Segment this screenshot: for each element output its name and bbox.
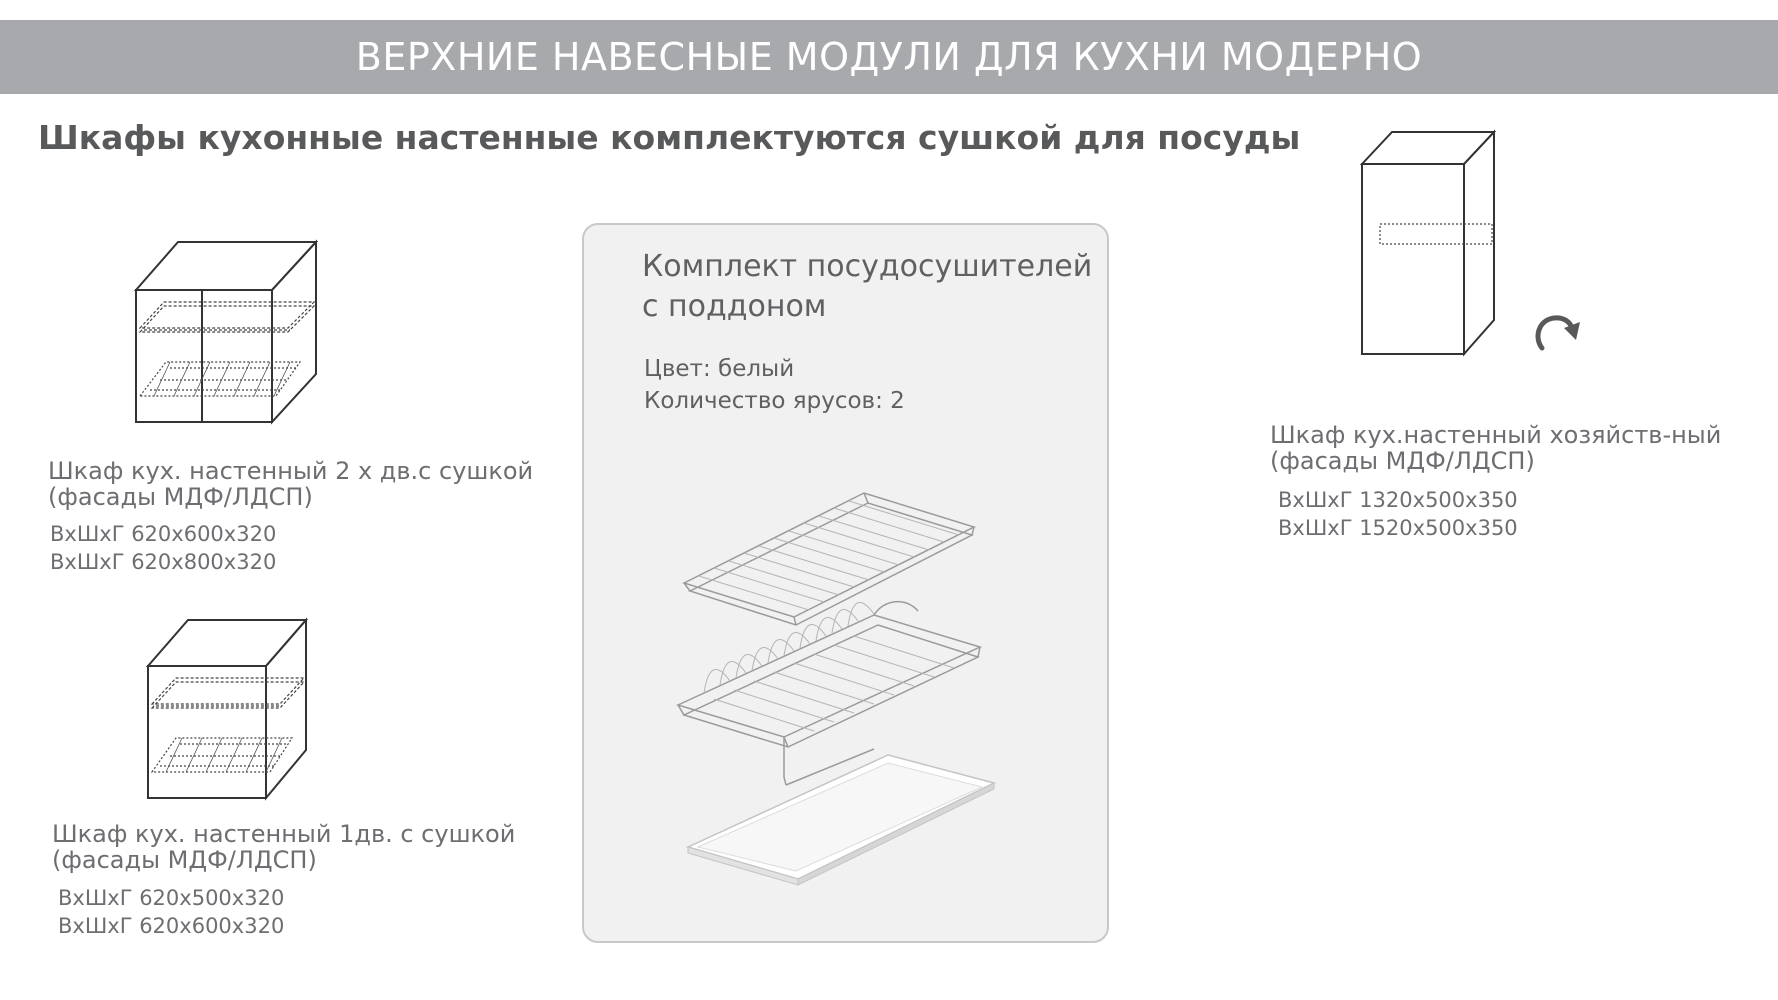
product-1-title-line2: (фасады МДФ/ЛДСП) bbox=[48, 483, 313, 511]
product-1-dim-1: ВхШхГ 620х600х320 bbox=[50, 522, 277, 546]
single-door-cabinet-drawing bbox=[142, 614, 322, 804]
product-3-title-line1: Шкаф кух.настенный хозяйств-ный bbox=[1270, 421, 1722, 449]
product-1-dim-2: ВхШхГ 620х800х320 bbox=[50, 550, 277, 574]
product-3-dimensions bbox=[1278, 486, 1518, 542]
tall-cabinet-drawing bbox=[1356, 128, 1506, 358]
plate-rack-drawing bbox=[678, 602, 980, 785]
rotate-arrow-icon bbox=[1530, 310, 1582, 356]
product-2-title-line1: Шкаф кух. настенный 1дв. с сушкой bbox=[52, 820, 516, 848]
dryer-color-label: Цвет: белый bbox=[644, 356, 795, 382]
header-banner bbox=[0, 20, 1778, 94]
product-2-dimensions bbox=[58, 884, 284, 940]
page-title: ВЕРХНИЕ НАВЕСНЫЕ МОДУЛИ ДЛЯ КУХНИ МОДЕРНО bbox=[355, 35, 1423, 79]
drip-tray-drawing bbox=[688, 755, 994, 885]
dryer-title-line2: с поддоном bbox=[642, 289, 827, 324]
cup-rack-drawing bbox=[684, 493, 974, 625]
product-1-title-line1: Шкаф кух. настенный 2 х дв.с сушкой bbox=[48, 457, 534, 485]
product-3-title-line2: (фасады МДФ/ЛДСП) bbox=[1270, 447, 1535, 475]
page-subtitle: Шкафы кухонные настенные комплектуются сушкой для посуды bbox=[38, 118, 1301, 157]
product-2-dim-1: ВхШхГ 620х500х320 bbox=[58, 886, 285, 910]
dryer-panel-specs bbox=[644, 353, 905, 417]
product-3-title bbox=[1270, 422, 1721, 474]
dryer-panel-title bbox=[642, 247, 1092, 327]
dish-dryer-set-illustration bbox=[674, 487, 1034, 927]
product-2-title-line2: (фасады МДФ/ЛДСП) bbox=[52, 846, 317, 874]
dish-dryer-panel bbox=[582, 223, 1109, 943]
product-1-dimensions bbox=[50, 520, 276, 576]
product-1-title bbox=[48, 458, 533, 510]
two-door-cabinet-drawing bbox=[130, 238, 330, 428]
product-2-dim-2: ВхШхГ 620х600х320 bbox=[58, 914, 285, 938]
dryer-tiers-label: Количество ярусов: 2 bbox=[644, 388, 905, 414]
dryer-title-line1: Комплект посудосушителей bbox=[642, 249, 1093, 284]
product-2-title bbox=[52, 821, 515, 873]
product-3-dim-2: ВхШхГ 1520х500х350 bbox=[1278, 516, 1518, 540]
product-3-dim-1: ВхШхГ 1320х500х350 bbox=[1278, 488, 1518, 512]
